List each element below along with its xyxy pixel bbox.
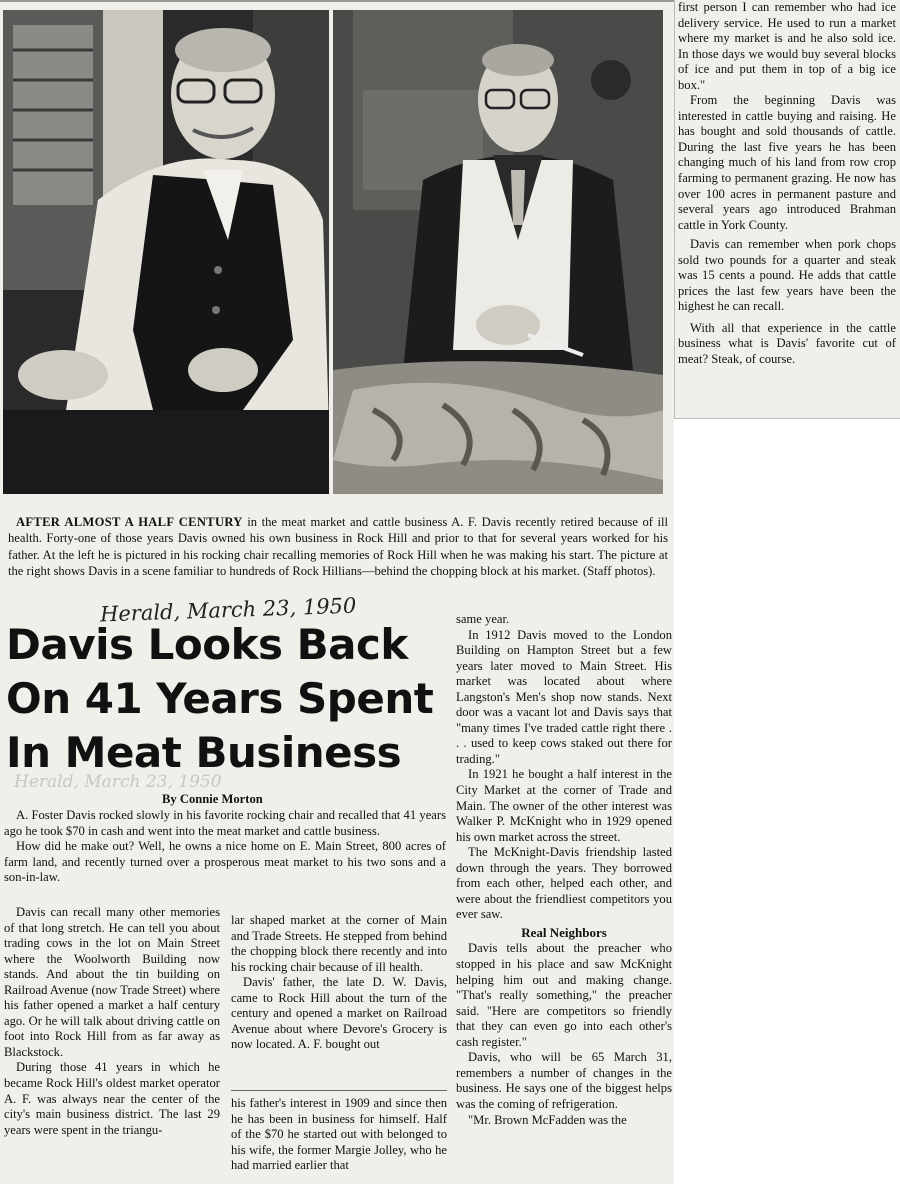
column-1 bbox=[4, 905, 220, 1138]
col1-paragraph-2: During those 41 years in which he became Rock Hill's oldest market operator A. F. was always near the center of the city's main business district. The last 29 years were spent in the triangu- bbox=[4, 1060, 220, 1137]
byline: By Connie Morton bbox=[162, 792, 263, 806]
col2-paragraph-1: lar shaped market at the corner of Main and Trade Streets. He stepped from behind the chopping block there recently and into his rocking chair because of ill health. bbox=[231, 913, 447, 974]
photo-caption bbox=[8, 514, 668, 580]
col2-paragraph-3: his father's interest in 1909 and since then he has been in business for himself. Half of the $70 he started out with belonged to his wife, the former Margie Jolley, who he had married earlier that bbox=[231, 1096, 447, 1173]
column-2-break bbox=[231, 1090, 447, 1091]
col4-paragraph-3: With all that experience in the cattle business what is Davis' favorite cut of meat? Steak, of course. bbox=[678, 320, 896, 367]
subhead-real-neighbors: Real Neighbors bbox=[521, 924, 607, 940]
col3-paragraph-5: Davis, who will be 65 March 31, remembers a number of changes in the business. He says one of the biggest helps was the coming of refrigeration. bbox=[456, 1050, 672, 1111]
col3-paragraph-0: same year. bbox=[456, 612, 510, 626]
right-photo bbox=[333, 10, 663, 494]
col3-paragraph-6: "Mr. Brown McFadden was the bbox=[468, 1112, 627, 1127]
caption-lead: AFTER ALMOST A HALF CENTURY bbox=[16, 515, 243, 529]
headline-line-2: On 41 Years Spent bbox=[6, 674, 434, 723]
headline-line-3: In Meat Business bbox=[6, 728, 402, 777]
top-edge bbox=[0, 0, 674, 2]
chopping-block-photo bbox=[333, 10, 663, 494]
column-3 bbox=[456, 612, 672, 1128]
handwritten-date-faint: Herald, March 23, 1950 bbox=[14, 772, 222, 792]
column-2 bbox=[231, 913, 447, 1053]
rocking-chair-photo bbox=[3, 10, 329, 494]
headline-line-1: Davis Looks Back bbox=[6, 620, 408, 669]
headline bbox=[6, 618, 446, 780]
col4-paragraph-1: From the beginning Davis was interested in cattle buying and raising. He has bought and sold thousands of cattle. During the last five years he has been changing much of his land from row crop farming to permanent grazing. He now has over 100 acres in permanent pasture and several years ago introduced Brahman cattle in York County. bbox=[678, 93, 896, 232]
col3-paragraph-3: The McKnight-Davis friendship lasted down through the years. They borrowed from each other, helped each other, and were about the friendliest competitors you ever saw. bbox=[456, 845, 672, 922]
col4-paragraph-0: first person I can remember who had ice delivery service. He used to run a market where my market is and he also sold ice. In those days we would buy several blocks of ice and put them in top of a big ice box." bbox=[678, 0, 896, 92]
column-2-continued bbox=[231, 1096, 447, 1174]
column-4 bbox=[678, 0, 896, 368]
col3-paragraph-1: In 1912 Davis moved to the London Building on Hampton Street but a few years later moved to Main Street. His market was located about where Langston's Men's shop now stands. Next door was a vacant lot and Davis says that "many times I've traded cattle right there . . . used to keep cows staked out there for trading." bbox=[456, 627, 672, 766]
intro-paragraph-1: A. Foster Davis rocked slowly in his favorite rocking chair and recalled that 41 years ago he took $70 in cash and went into the meat market and cattle business. bbox=[4, 808, 446, 838]
col3-paragraph-4: Davis tells about the preacher who stopped in his place and saw McKnight helping him out and making change. "That's really something," the preacher said. "Here are competitors so friendly that they can even go into each other's cash register." bbox=[456, 941, 672, 1049]
col2-paragraph-2: Davis' father, the late D. W. Davis, came to Rock Hill about the turn of the century and opened a market on Railroad Avenue about where Devore's Grocery is now located. A. F. bought out bbox=[231, 975, 447, 1052]
col3-paragraph-2: In 1921 he bought a half interest in the City Market at the corner of Trade and Main. The owner of the other interest was Walker P. McKnight who in 1929 opened his own market across the street. bbox=[456, 767, 672, 844]
intro-text bbox=[4, 808, 446, 886]
caption-text: in the meat market and cattle business A. F. Davis recently retired because of ill health. Forty-one of those years Davis owned his own business in Rock Hill and prior to that for several years worked for his father. At the left he is pictured in his rocking chair recalling memories of Rock Hill when he was making his start. The picture at the right shows Davis in a scene familiar to hundreds of Rock Hillians—behind the chopping block at his market. (Staff photos). bbox=[8, 515, 668, 579]
handwritten-date: Herald, March 23, 1950 bbox=[99, 593, 357, 627]
intro-paragraph-2: How did he make out? Well, he owns a nice home on E. Main Street, 800 acres of farm land, and recently turned over a prosperous meat market to his two sons and a son-in-law. bbox=[4, 839, 446, 885]
left-photo bbox=[3, 10, 329, 494]
col4-paragraph-2: Davis can remember when pork chops sold two pounds for a quarter and steak was 15 cents a pound. He adds that cattle prices the last few years have been the highest he can recall. bbox=[678, 237, 896, 314]
col1-paragraph-1: Davis can recall many other memories of that long stretch. He can tell you about trading cows in the lot on Main Street where the Woolworth Building now stands. And about the tin building on Railroad Avenue (now Trade Street) where his father opened a market a half century ago. Or he will talk about driving cattle on foot into Rock Hill from as far away as Blackstock. bbox=[4, 905, 220, 1059]
